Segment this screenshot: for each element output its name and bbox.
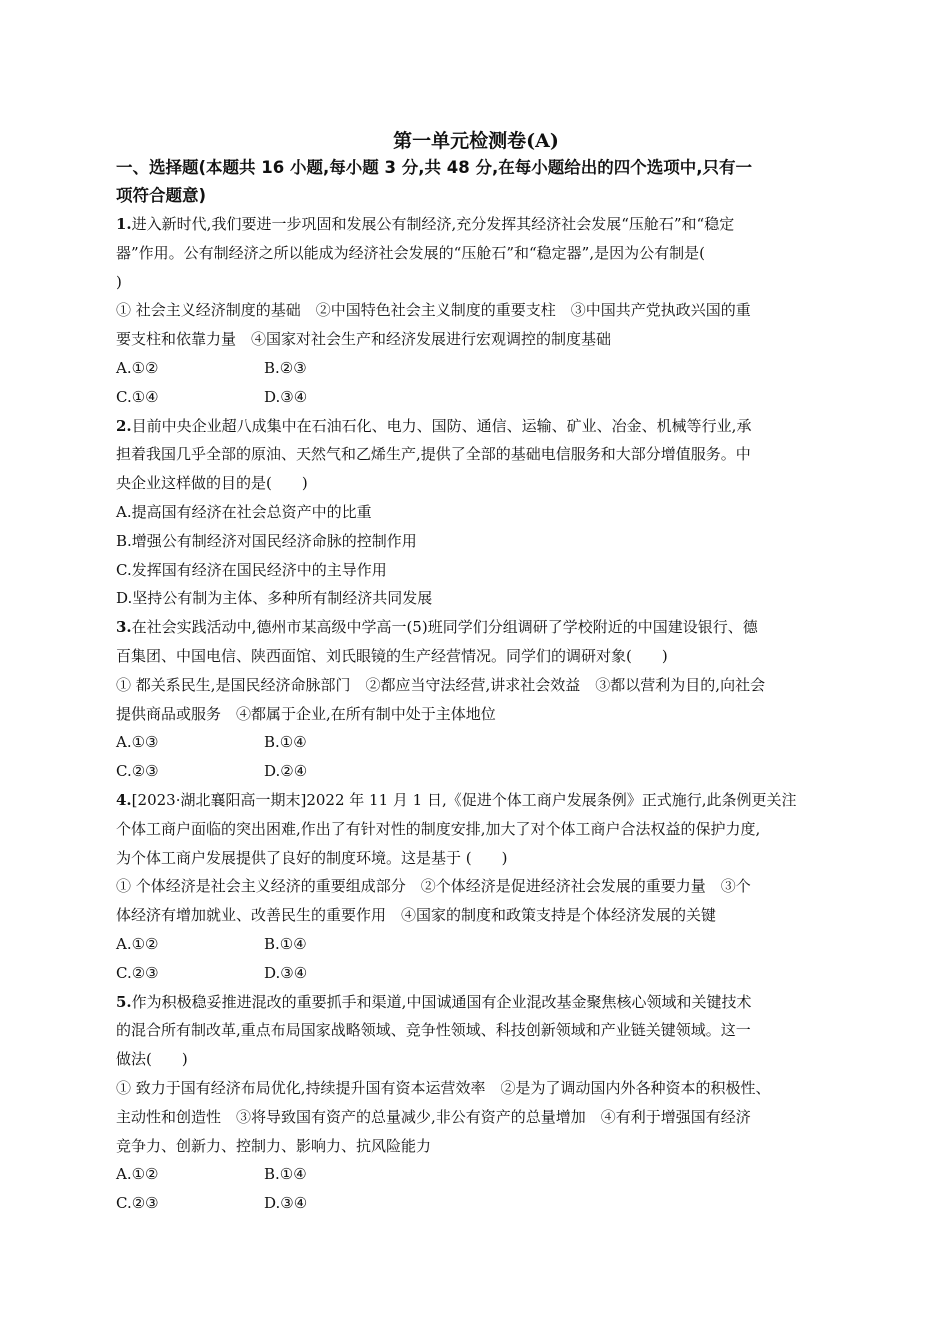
q5-option-a: A.①② [116, 1165, 159, 1184]
q4-option-c: C.②③ [116, 963, 159, 982]
q1-items-line1: ① 社会主义经济制度的基础 ②中国特色社会主义制度的重要支柱 ③中国共产党执政兴国的重 [116, 301, 751, 320]
q3-stem-line2: 百集团、中国电信、陕西面馆、刘氏眼镜的生产经营情况。同学们的调研对象( ) [116, 646, 668, 665]
q3-option-a: A.①③ [116, 733, 159, 752]
q3-option-b: B.①④ [264, 733, 307, 752]
q1-items-line2: 要支柱和依靠力量 ④国家对社会生产和经济发展进行宏观调控的制度基础 [116, 330, 612, 349]
q5-stem-line2: 的混合所有制改革,重点布局国家战略领域、竞争性领域、科技创新领域和产业链关键领域。这一 [116, 1021, 751, 1040]
q3-items-line2: 提供商品或服务 ④都属于企业,在所有制中处于主体地位 [116, 704, 496, 723]
q5-items-line1: ① 致力于国有经济布局优化,持续提升国有资本运营效率 ②是为了调动国内外各种资本的积极性、 [116, 1078, 771, 1097]
q1-number: 1. [116, 215, 132, 233]
q3-items-line1: ① 都关系民生,是国民经济命脉部门 ②都应当守法经营,讲求社会效益 ③都以营利为目的,向社会 [116, 675, 766, 694]
q2-stem-line1: 2.目前中央企业超八成集中在石油石化、电力、国防、通信、运输、矿业、冶金、机械等行业,承 [116, 416, 752, 435]
q1-options-row2 [116, 383, 836, 412]
question-1 [116, 210, 836, 412]
q4-stem-line1: 4.[2023·湖北襄阳高一期末]2022 年 11 月 1 日,《促进个体工商户发展条例》正式施行,此条例更关注 [116, 790, 797, 809]
q2-option-a: A.提高国有经济在社会总资产中的比重 [116, 502, 372, 521]
q4-items-line1: ① 个体经济是社会主义经济的重要组成部分 ②个体经济是促进经济社会发展的重要力量 ③个 [116, 877, 751, 896]
section-heading-line2: 项符合题意) [116, 186, 207, 205]
q3-option-c: C.②③ [116, 762, 159, 781]
q2-number: 2. [116, 416, 132, 435]
q5-items-line2: 主动性和创造性 ③将导致国有资产的总量减少,非公有资产的总量增加 ④有利于增强国有经济 [116, 1107, 751, 1126]
q3-number: 3. [116, 618, 132, 637]
q2-option-b: B.增强公有制经济对国民经济命脉的控制作用 [116, 531, 417, 550]
q1-options-row1 [116, 354, 836, 383]
q2-stem-line2: 担着我国几乎全部的原油、天然气和乙烯生产,提供了全部的基础电信服务和大部分增值服务。中 [116, 445, 751, 464]
q4-number: 4. [116, 790, 132, 809]
q5-stem-line3: 做法( ) [116, 1050, 188, 1069]
q2-option-c: C.发挥国有经济在国民经济中的主导作用 [116, 560, 387, 579]
q1-option-b: B.②③ [264, 358, 307, 377]
q5-option-b: B.①④ [264, 1165, 307, 1184]
q4-option-b: B.①④ [264, 934, 307, 953]
q1-option-a: A.①② [116, 358, 159, 377]
q5-options-row2 [116, 1189, 836, 1218]
q3-options-row2 [116, 757, 836, 786]
q3-options-row1 [116, 728, 836, 757]
q1-option-c: C.①④ [116, 387, 159, 406]
q4-option-d: D.③④ [264, 963, 308, 982]
q4-stem-line2: 个体工商户面临的突出困难,作出了有针对性的制度安排,加大了对个体工商户合法权益的保护力度, [116, 819, 761, 838]
q5-number: 5. [116, 992, 132, 1011]
page-title: 第一单元检测卷(A) [393, 130, 559, 152]
q4-options-row2 [116, 959, 836, 988]
q4-stem-line3: 为个体工商户发展提供了良好的制度环境。这是基于 ( ) [116, 848, 508, 867]
q1-option-d: D.③④ [264, 387, 308, 406]
q5-stem-line1: 5.作为积极稳妥推进混改的重要抓手和渠道,中国诚通国有企业混改基金聚焦核心领域和关键技术 [116, 992, 752, 1011]
q5-option-c: C.②③ [116, 1194, 159, 1213]
q5-items-line3: 竞争力、创新力、控制力、影响力、抗风险能力 [116, 1136, 432, 1155]
question-4 [116, 786, 836, 988]
question-5 [116, 988, 836, 1218]
q3-option-d: D.②④ [264, 762, 308, 781]
exam-page [116, 128, 836, 1218]
q5-option-d: D.③④ [264, 1194, 308, 1213]
q3-stem-line1: 3.在社会实践活动中,德州市某高级中学高一(5)班同学们分组调研了学校附近的中国建设银行、德 [116, 618, 758, 637]
question-2 [116, 412, 836, 614]
q4-option-a: A.①② [116, 934, 159, 953]
question-3 [116, 613, 836, 786]
q5-options-row1 [116, 1160, 836, 1189]
q4-options-row1 [116, 930, 836, 959]
q4-items-line2: 体经济有增加就业、改善民生的重要作用 ④国家的制度和政策支持是个体经济发展的关键 [116, 906, 717, 925]
q1-stem-line2: 器”作用。公有制经济之所以能成为经济社会发展的“压舱石”和“稳定器”,是因为公有制是( [116, 243, 705, 262]
q1-stem-line3: ) [116, 272, 122, 291]
q1-stem-line1: 1.进入新时代,我们要进一步巩固和发展公有制经济,充分发挥其经济社会发展“压舱石”和“稳定 [116, 215, 735, 233]
q2-stem-line3: 央企业这样做的目的是( ) [116, 474, 308, 493]
q2-option-d: D.坚持公有制为主体、多种所有制经济共同发展 [116, 589, 433, 608]
section-heading-line1: 一、选择题(本题共 16 小题,每小题 3 分,共 48 分,在每小题给出的四个选项中,只有一 [116, 158, 752, 177]
